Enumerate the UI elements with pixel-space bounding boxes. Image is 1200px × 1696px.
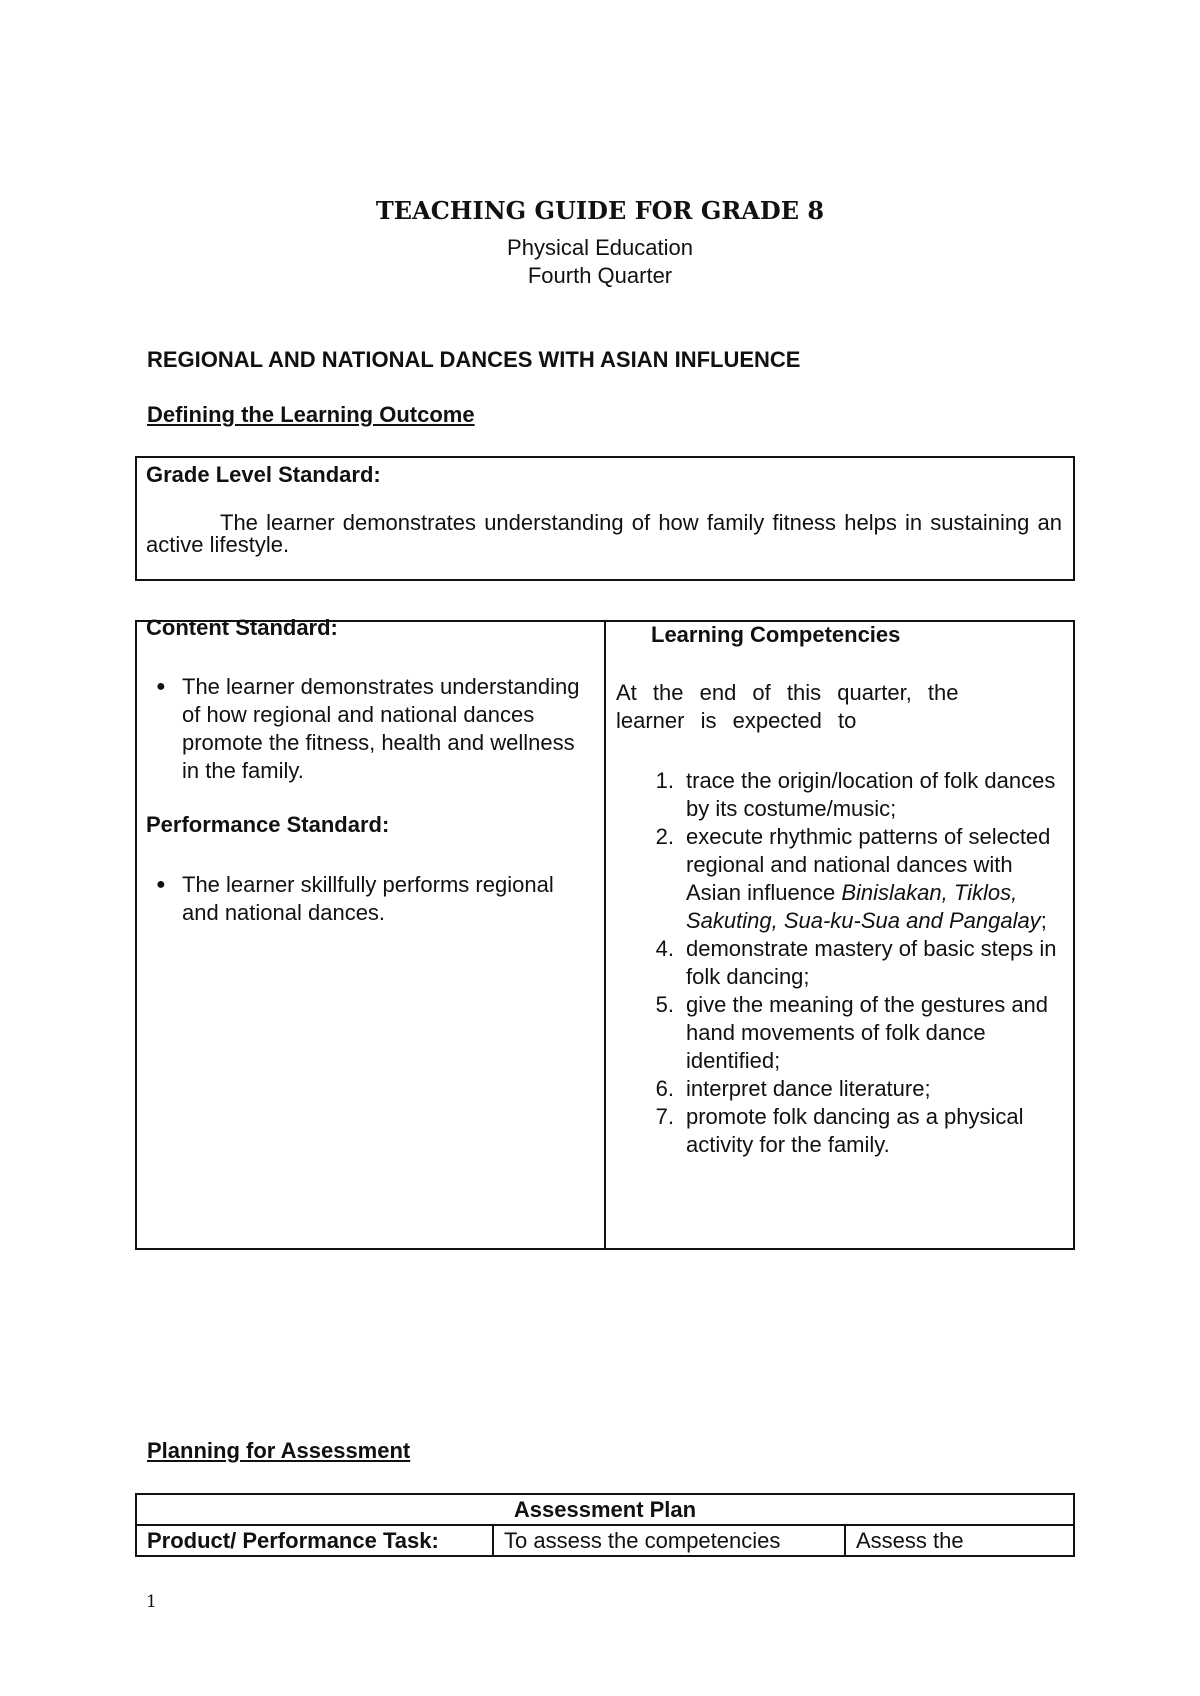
content-standard-item	[146, 673, 596, 785]
assessment-row-label: Product/ Performance Task:	[136, 1525, 493, 1556]
document-title: TEACHING GUIDE FOR GRADE 8	[375, 196, 825, 225]
table-divider	[604, 620, 606, 1250]
assessment-cell: To assess the competencies	[493, 1525, 845, 1556]
standards-left-column	[146, 614, 596, 927]
competencies-list	[616, 767, 1062, 1159]
list-item: 4. demonstrate mastery of basic steps in folk dancing;	[655, 936, 1057, 989]
performance-standard-item	[146, 871, 596, 927]
page-number: 1	[146, 1592, 157, 1612]
section-heading-learning-outcome: Defining the Learning Outcome	[147, 402, 475, 427]
bullet-icon: ●	[156, 876, 166, 893]
assessment-cell: Assess the	[845, 1525, 1074, 1556]
performance-standard-text: The learner skillfully performs regional and national dances.	[182, 872, 554, 925]
assessment-plan-table	[135, 1493, 1075, 1557]
list-item: 5. give the meaning of the gestures and hand movements of folk dance identified;	[655, 992, 1049, 1073]
bullet-icon: ●	[156, 678, 166, 695]
grade-level-text: The learner demonstrates understanding of how family fitness helps in sustaining an active lifestyle.	[146, 510, 1062, 557]
list-item: 1. trace the origin/location of folk dances by its costume/music;	[655, 768, 1056, 821]
section-heading-assessment: Planning for Assessment	[147, 1438, 411, 1463]
subject-line: Physical Education	[507, 235, 693, 260]
content-standard-label: Content Standard:	[146, 615, 338, 640]
assessment-plan-title: Assessment Plan	[136, 1494, 1074, 1525]
list-item: 7. promote folk dancing as a physical activity for the family.	[655, 1104, 1024, 1157]
quarter-line: Fourth Quarter	[527, 263, 673, 288]
list-item: 6. interpret dance literature;	[655, 1076, 931, 1101]
competencies-column	[616, 621, 1062, 1159]
grade-level-label: Grade Level Standard:	[146, 462, 381, 487]
performance-standard-label: Performance Standard:	[146, 812, 390, 837]
unit-title: REGIONAL AND NATIONAL DANCES WITH ASIAN INFLUENCE	[147, 347, 801, 372]
competencies-intro: At the end of this quarter, the learner is expected to	[616, 680, 959, 733]
content-standard-text: The learner demonstrates understanding of how regional and national dances promote the fitness, health and wellness in the family.	[182, 674, 580, 783]
learning-competencies-label: Learning Competencies	[651, 622, 901, 647]
list-item: 2. execute rhythmic patterns of selected regional and national dances with Asian influence Binislakan, Tiklos, Sakuting, Sua-ku-Sua and Pangalay;	[655, 824, 1051, 933]
